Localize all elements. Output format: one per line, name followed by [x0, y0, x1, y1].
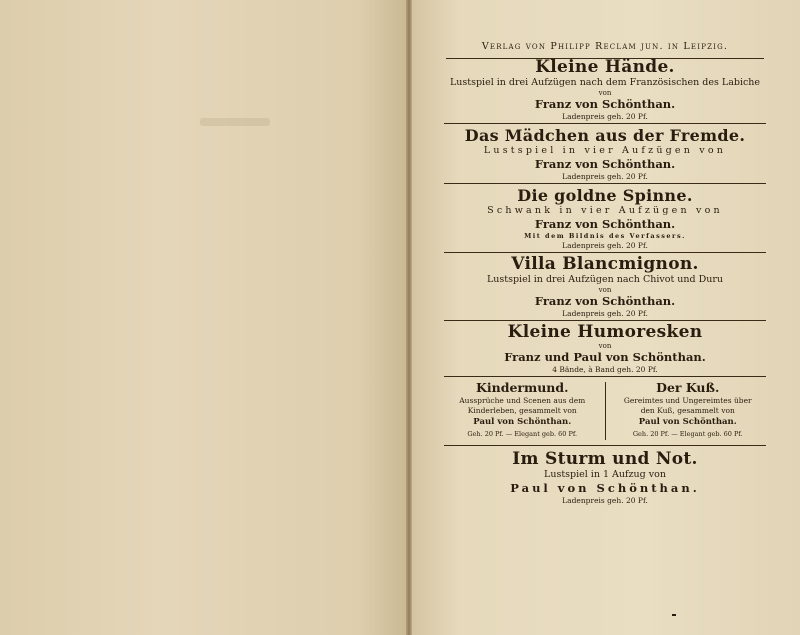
catalog-entry-der-kuss — [610, 380, 767, 440]
catalog-entry-kindermund — [444, 380, 601, 440]
entry-title: Kleine Hände. — [535, 57, 675, 77]
catalog-entry-sturm-und-not — [444, 446, 766, 507]
catalog-entry-humoresken — [444, 321, 766, 377]
entry-extra-note: Mit dem Bildnis des Verfassers. — [524, 232, 686, 240]
column-description: den Kuß, gesammelt von — [640, 406, 735, 415]
entry-author: Franz von Schönthan. — [534, 294, 676, 308]
right-page — [412, 0, 800, 635]
entry-author: Paul von Schönthan. — [510, 481, 700, 495]
column-description: Kinderleben, gesammelt von — [467, 406, 577, 415]
catalog-entry-maedchen — [444, 124, 766, 184]
column-price: Geh. 20 Pf. — Elegant geb. 60 Pf. — [632, 430, 743, 438]
two-column-section — [444, 377, 766, 446]
column-divider — [605, 382, 606, 440]
catalog-content — [440, 38, 770, 507]
entry-author: Franz von Schönthan. — [534, 97, 676, 111]
entry-price: Ladenpreis geh. 20 Pf. — [562, 241, 648, 250]
column-description: Gereimtes und Ungereimtes über — [623, 396, 752, 405]
catalog-entry-goldne-spinne — [444, 184, 766, 253]
entry-von: von — [598, 89, 612, 97]
entry-price: Ladenpreis geh. 20 Pf. — [562, 112, 648, 121]
entry-subtitle: Lustspiel in 1 Aufzug von — [544, 469, 666, 480]
entry-title: Villa Blancmignon. — [511, 254, 699, 274]
column-title: Der Kuß. — [656, 380, 720, 395]
entry-title: Kleine Humoresken — [507, 322, 703, 342]
entry-subtitle: Lustspiel in drei Aufzügen nach dem Französischen des Labiche — [449, 77, 761, 88]
catalog-entry-villa-blancmignon — [444, 253, 766, 321]
column-title: Kindermund. — [476, 380, 569, 395]
entry-subtitle: Schwank in vier Aufzügen von — [487, 205, 723, 216]
entry-price: 4 Bände, à Band geh. 20 Pf. — [552, 365, 658, 374]
entry-author: Franz von Schönthan. — [534, 217, 676, 231]
column-description: Aussprüche und Scenen aus dem — [459, 396, 586, 405]
entry-subtitle: Lustspiel in drei Aufzügen nach Chivot und Duru — [486, 274, 724, 285]
entry-title: Im Sturm und Not. — [512, 449, 698, 469]
print-mark — [672, 614, 676, 616]
entry-von: von — [598, 342, 612, 350]
bleed-through-mark — [200, 118, 270, 126]
entry-title: Die goldne Spinne. — [517, 186, 693, 205]
entry-title: Das Mädchen aus der Fremde. — [464, 126, 746, 145]
entry-price: Ladenpreis geh. 20 Pf. — [562, 309, 648, 318]
entry-subtitle: Lustspiel in vier Aufzügen von — [483, 145, 727, 156]
entry-von: von — [598, 286, 612, 294]
entry-author: Franz und Paul von Schönthan. — [504, 350, 706, 364]
entry-price: Ladenpreis geh. 20 Pf. — [562, 172, 648, 181]
column-author: Paul von Schönthan. — [638, 417, 737, 427]
entry-price: Ladenpreis geh. 20 Pf. — [562, 496, 648, 505]
catalog-entry-kleine-haende — [444, 56, 766, 124]
column-author: Paul von Schönthan. — [473, 417, 572, 427]
entry-author: Franz von Schönthan. — [534, 157, 676, 171]
column-price: Geh. 20 Pf. — Elegant geb. 60 Pf. — [467, 430, 578, 438]
publisher-header: Verlag von Philipp Reclam jun. in Leipzig. — [440, 38, 770, 56]
